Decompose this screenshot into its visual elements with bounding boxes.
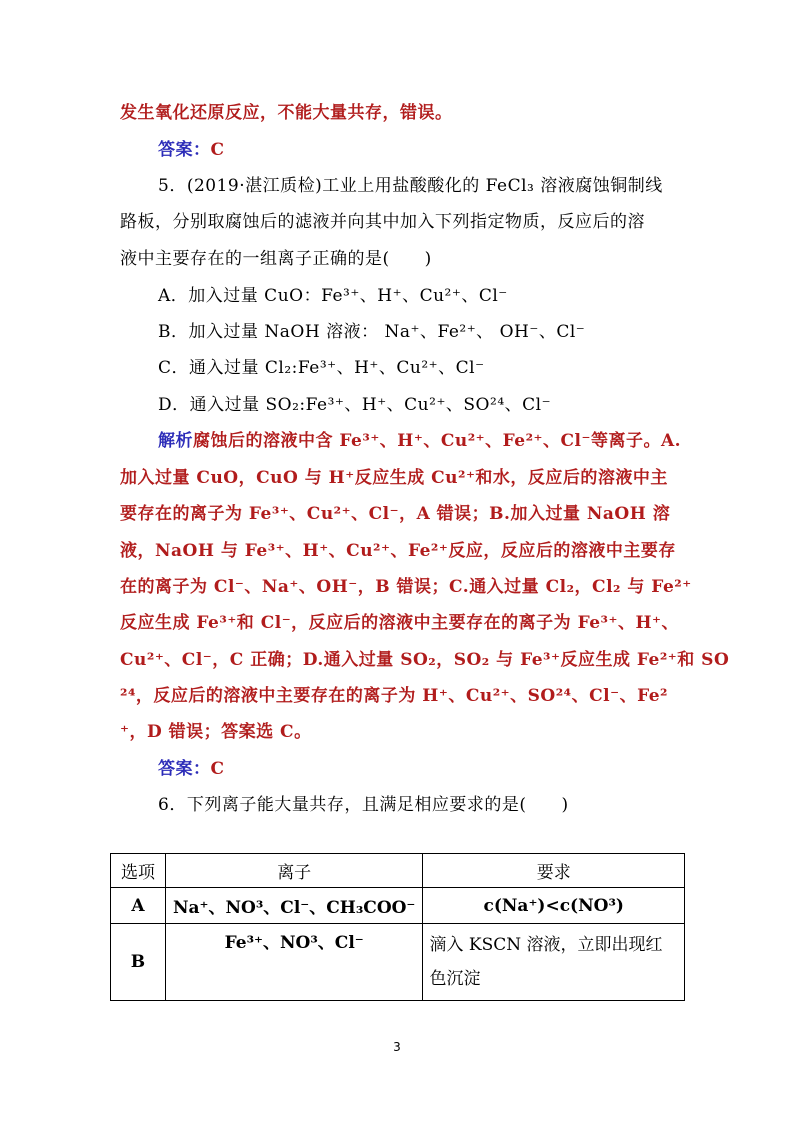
page-number: 3	[393, 1040, 401, 1054]
explanation-line-7: Cu²⁺、Cl⁻，C 正确；D.通入过量 SO₂，SO₂ 与 Fe³⁺反应生成 Fe²⁺和 SO	[120, 650, 730, 670]
row-requirement: 滴入 KSCN 溶液，立即出现红色沉淀	[423, 924, 685, 1001]
header-ions: 离子	[165, 854, 423, 888]
answer-label: 答案：	[158, 759, 211, 779]
answer-value: C	[210, 759, 225, 779]
explanation-line-5: 在的离子为 Cl⁻、Na⁺、OH⁻，B 错误；C.通入过量 Cl₂，Cl₂ 与 Fe²⁺	[120, 577, 692, 597]
explanation-text: 腐蚀后的溶液中含 Fe³⁺、H⁺、Cu²⁺、Fe²⁺、Cl⁻等离子。A.	[193, 431, 682, 451]
answer-line-1	[158, 135, 225, 160]
option-c: C．通入过量 Cl₂:Fe³⁺、H⁺、Cu²⁺、Cl⁻	[158, 358, 485, 378]
row-requirement: c(Na⁺)<c(NO³)	[423, 888, 685, 924]
explanation-line-8: ²⁴，反应后的溶液中主要存在的离子为 H⁺、Cu²⁺、SO²⁴、Cl⁻、Fe²	[120, 686, 668, 706]
header-requirement: 要求	[423, 854, 685, 888]
table-row	[111, 924, 685, 1001]
option-b: B．加入过量 NaOH 溶液： Na⁺、Fe²⁺、 OH⁻、Cl⁻	[158, 322, 586, 342]
explanation-label: 解析	[158, 431, 193, 451]
explanation-line-9: ⁺，D 错误；答案选 C。	[120, 722, 312, 742]
table-row	[111, 888, 685, 924]
row-ions: Na⁺、NO³、Cl⁻、CH₃COO⁻	[165, 888, 423, 924]
answer-line-2	[158, 754, 225, 779]
prev-explanation-end: 发生氧化还原反应，不能大量共存，错误。	[120, 103, 453, 123]
row-option: A	[111, 888, 166, 924]
table-header-row	[111, 854, 685, 888]
question-5-line-1: 5．(2019·湛江质检)工业上用盐酸酸化的 FeCl₃ 溶液腐蚀铜制线	[158, 176, 663, 196]
row-option: B	[111, 924, 166, 1001]
explanation-line-3: 要存在的离子为 Fe³⁺、Cu²⁺、Cl⁻，A 错误；B.加入过量 NaOH 溶	[120, 504, 671, 524]
question-5-line-3: 液中主要存在的一组离子正确的是( )	[120, 249, 432, 269]
option-a: A．加入过量 CuO：Fe³⁺、H⁺、Cu²⁺、Cl⁻	[158, 286, 508, 306]
option-d: D．通入过量 SO₂:Fe³⁺、H⁺、Cu²⁺、SO²⁴、Cl⁻	[158, 395, 552, 415]
ion-table	[110, 853, 685, 1001]
explanation-line-1	[158, 426, 681, 451]
answer-value: C	[210, 140, 225, 160]
explanation-line-6: 反应生成 Fe³⁺和 Cl⁻，反应后的溶液中主要存在的离子为 Fe³⁺、H⁺、	[120, 613, 679, 633]
question-6: 6．下列离子能大量共存，且满足相应要求的是( )	[158, 795, 569, 815]
row-ions: Fe³⁺、NO³、Cl⁻	[165, 924, 423, 1001]
explanation-line-2: 加入过量 CuO，CuO 与 H⁺反应生成 Cu²⁺和水，反应后的溶液中主	[120, 468, 668, 488]
header-option: 选项	[111, 854, 166, 888]
explanation-line-4: 液，NaOH 与 Fe³⁺、H⁺、Cu²⁺、Fe²⁺反应，反应后的溶液中主要存	[120, 541, 676, 561]
answer-label: 答案：	[158, 140, 211, 160]
question-5-line-2: 路板，分别取腐蚀后的滤液并向其中加入下列指定物质，反应后的溶	[120, 212, 645, 232]
